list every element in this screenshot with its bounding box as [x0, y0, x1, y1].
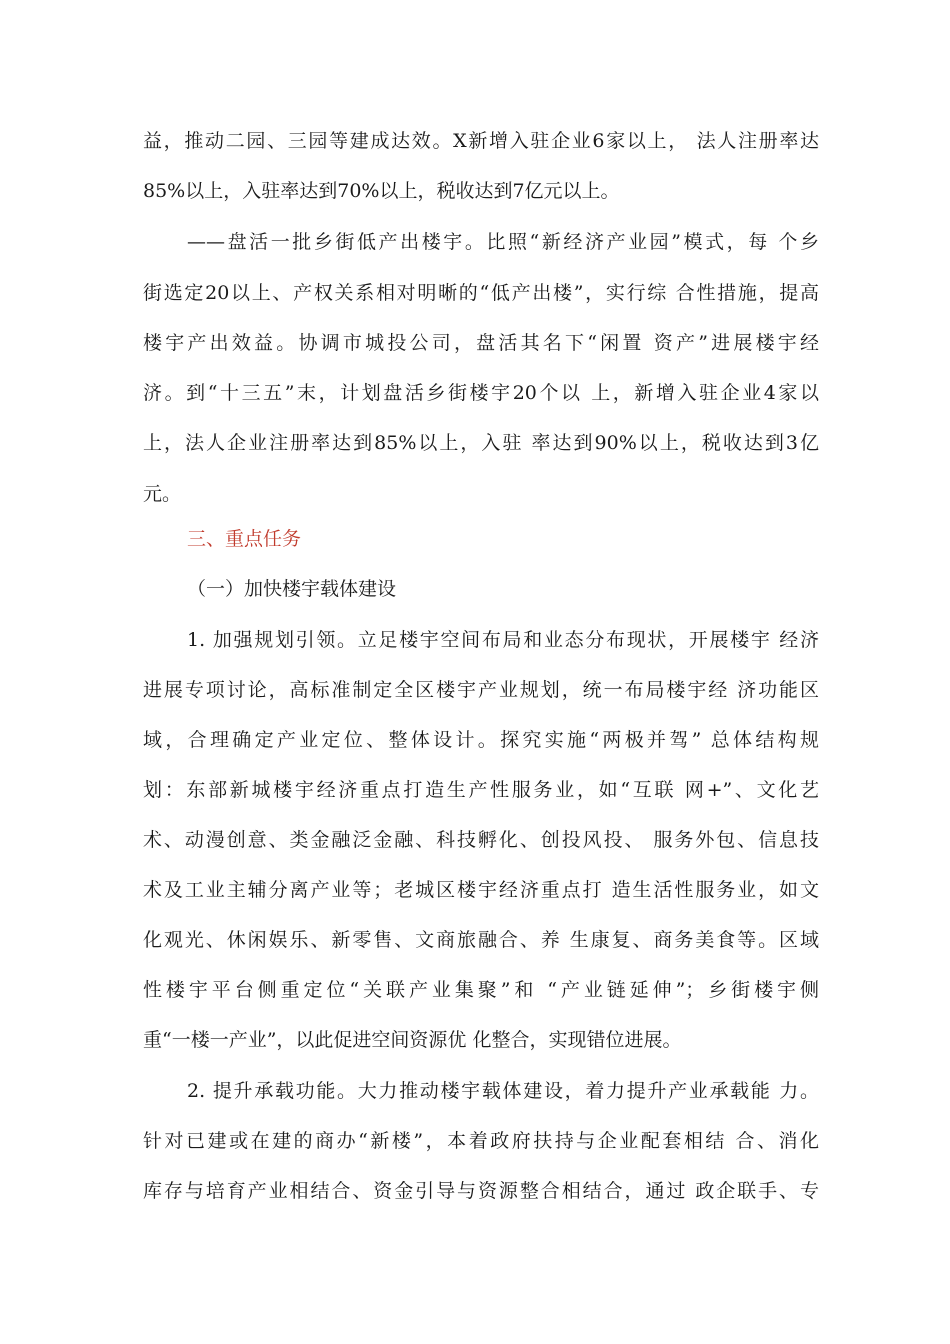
text-line: 重“一楼一产业”，以此促进空间资源优 化整合，实现错位进展。: [143, 1029, 682, 1051]
text-line: 性楼宇平台侧重定位“关联产业集聚”和 “产业链延伸”；乡街楼宇侧: [143, 979, 819, 1001]
text-line: 85%以上，入驻率达到70%以上，税收达到7亿元以上。: [143, 180, 620, 202]
text-line: 益，推动二园、三园等建成达效。X新增入驻企业6家以上， 法人注册率达: [143, 130, 819, 152]
text-line: 库存与培育产业相结合、资金引导与资源整合相结合，通过 政企联手、专: [143, 1180, 819, 1202]
text-line: 楼宇产出效益。协调市城投公司，盘活其名下“闲置 资产”进展楼宇经: [143, 332, 819, 354]
text-line: 术及工业主辅分离产业等；老城区楼宇经济重点打 造生活性服务业，如文: [143, 879, 819, 901]
text-line: 2. 提升承载功能。大力推动楼宇载体建设，着力提升产业承载能 力。: [187, 1080, 819, 1102]
text-line: ——盘活一批乡街低产出楼宇。比照“新经济产业园”模式，每 个乡: [187, 231, 819, 253]
text-line: 化观光、休闲娱乐、新零售、文商旅融合、养 生康复、商务美食等。区域: [143, 929, 819, 951]
text-line: 街选定20以上、产权关系相对明晰的“低产出楼”，实行综 合性措施，提高: [143, 282, 819, 304]
subsection-heading: （一）加快楼宇载体建设: [187, 578, 397, 600]
text-line: 济。到“十三五”末，计划盘活乡街楼宇20个以 上，新增入驻企业4家以: [143, 382, 819, 404]
text-line: 针对已建或在建的商办“新楼”，本着政府扶持与企业配套相结 合、消化: [143, 1130, 819, 1152]
text-line: 划：东部新城楼宇经济重点打造生产性服务业，如“互联 网+”、文化艺: [143, 779, 819, 801]
text-line: 术、动漫创意、类金融泛金融、科技孵化、创投风投、 服务外包、信息技: [143, 829, 819, 851]
text-line: 元。: [143, 483, 182, 505]
section-heading: 三、重点任务: [187, 528, 302, 550]
text-line: 1. 加强规划引领。立足楼宇空间布局和业态分布现状，开展楼宇 经济: [187, 629, 819, 651]
text-line: 域，合理确定产业定位、整体设计。探究实施“两极并驾” 总体结构规: [143, 729, 819, 751]
text-line: 上，法人企业注册率达到85%以上，入驻 率达到90%以上，税收达到3亿: [143, 432, 819, 454]
text-line: 进展专项讨论，高标准制定全区楼宇产业规划，统一布局楼宇经 济功能区: [143, 679, 819, 701]
